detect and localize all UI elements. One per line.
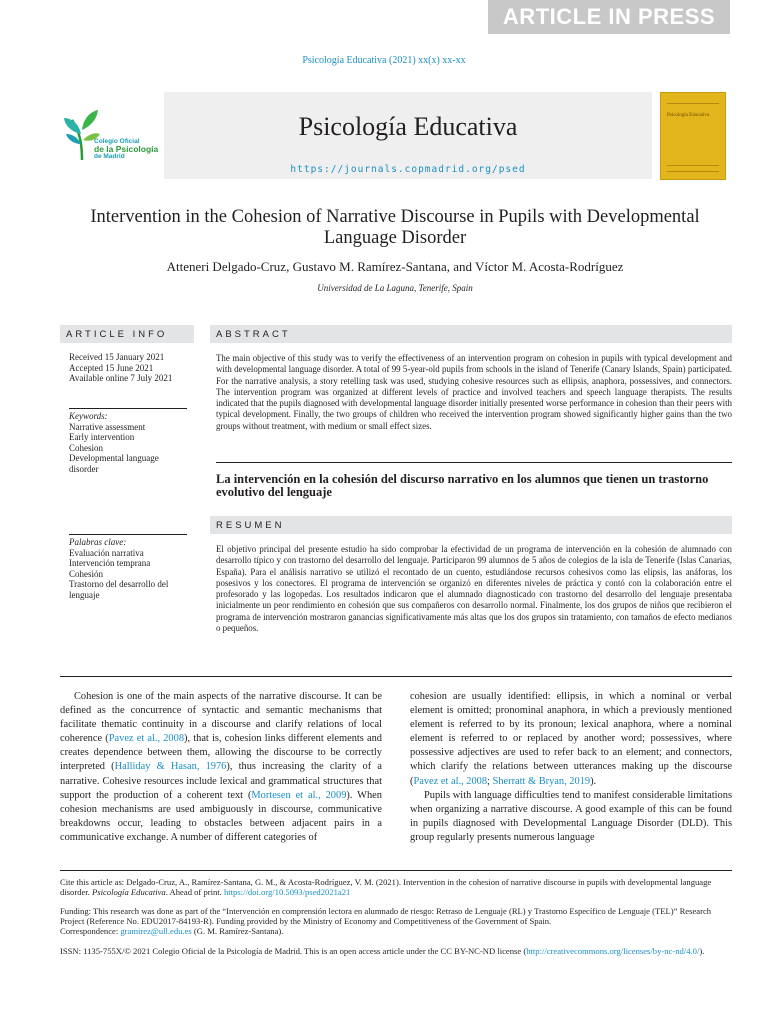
logo-line-1: Colegio Oficial: [94, 138, 140, 145]
article-in-press-banner: ARTICLE IN PRESS: [488, 0, 730, 34]
citation-link[interactable]: Pavez et al., 2008: [108, 733, 185, 745]
palabras-clave-label: Palabras clave:: [69, 537, 127, 547]
article-dates: [69, 352, 187, 384]
citation-link[interactable]: Pavez et al., 2008: [413, 775, 488, 787]
journal-cover-thumbnail: [660, 92, 726, 180]
palabras-clave-block: [69, 537, 187, 600]
palabra-clave: Trastorno del desarrollo del lenguaje: [69, 579, 169, 600]
article-info-heading: ARTICLE INFO: [60, 325, 194, 343]
resumen-heading: RESUMEN: [210, 516, 732, 534]
affiliation: Universidad de La Laguna, Tenerife, Spain: [317, 283, 473, 293]
abstract-heading: ABSTRACT: [210, 325, 732, 343]
journal-name: Psicología Educativa: [298, 112, 518, 141]
keywords-label: Keywords:: [69, 411, 108, 421]
funding-note: Funding: This research was done as part of the “Intervención en comprensión lectora en alumnado de riesgo: Retraso de Lenguaje (RL) y Trastorno Específico de Lenguaje (TEL)” Research Project (Reference No. EDU2017-84193-R). Funding provided by the Ministry of Economy and Competitiveness of the Government of Spain.: [60, 906, 712, 927]
accepted-date: Accepted 15 June 2021: [69, 362, 154, 373]
spanish-title: La intervención en la cohesión del discurso narrativo en los alumnos que tienen un trastorno evolutivo del lenguaje: [216, 472, 709, 499]
paper-title: Intervention in the Cohesion of Narrative Discourse in Pupils with Developmental Language Disorder: [90, 207, 700, 248]
license-link[interactable]: http://creativecommons.org/licenses/by-nc-nd/4.0/: [526, 946, 700, 956]
citation-link[interactable]: Halliday & Hasan, 1976: [114, 761, 227, 773]
doi-link[interactable]: https://doi.org/10.5093/psed2021a21: [223, 887, 351, 898]
keyword: Early intervention: [69, 432, 135, 442]
body-paragraph: Pupils with language difficulties tend to manifest considerable limitations when organizing a narrative discourse. A good example of this can be found in pupils diagnosed with Developmental Language Disorder (DLD). This group regularly presents numerous language: [410, 789, 732, 843]
logo-line-2: de la Psicología: [94, 143, 159, 154]
citation-link[interactable]: Sherratt & Bryan, 2019: [492, 775, 591, 787]
resumen-text: El objetivo principal del presente estudio ha sido comprobar la efectividad de un programa de intervención en la cohesión de alumnado con desarrollo típico y con trastorno del desarrollo del lenguaje. Participaron 99 alumnos de 5 años de colegios de la isla de Tenerife (Islas Canarias, España). Para el análisis narrativo se utilizó el recontado de un cuento, estudiándose recursos cohesivos como las elipsis, las anáforas, los posesivos y los conectores. El programa de intervención se organizó en diferentes niveles de práctica y contó con la colaboración entre el profesorado y las logopedas. Los resultados indicaron que el alumnado diagnosticado con trastorno del desarrollo del lenguaje presentaba inicialmente un peor rendimiento en cohesión que sus compañeros con desarrollo normal. Finalmente, los dos grupos de niños que recibieron el programa de intervención mostraron ganancias significativamente más altas que los dos grupos sin tratamiento, con tamaños de efecto medianos o pequeños.: [216, 544, 732, 634]
received-date: Received 15 January 2021: [69, 352, 165, 362]
keywords-block: [69, 411, 187, 474]
cite-this-article: Cite this article as: Delgado-Cruz, A., Ramírez-Santana, G. M., & Acosta-Rodríguez, V. M. (2021). Intervention in the cohesion of narrative discourse in pupils with developmental language disorder. Psicología Educativa. Ahead of print. https://doi.org/10.5093/psed2021a21: [60, 877, 712, 898]
correspondence-note: Correspondence: gramirez@ull.edu.es (G. M. Ramírez-Santana).: [60, 926, 284, 936]
journal-citation-line[interactable]: Psicología Educativa (2021) xx(x) xx-xx: [302, 55, 466, 66]
body-paragraph: cohesion are usually identified: ellipsis, in which a nominal or verbal element is omitted; pronominal anaphora, in which a previously mentioned element is referred to by its pronoun; lexical anaphora, where a nominal element is referred to or replaced by another word; possessives, where possessive adjectives are used to refer back to an element; and connectors, which clarify the relations between utterances making up the discourse (Pavez et al., 2008; Sherratt & Bryan, 2019).: [410, 691, 732, 787]
keyword: Narrative assessment: [69, 421, 146, 432]
journal-url[interactable]: https://journals.copmadrid.org/psed: [290, 164, 526, 175]
issn-license-note: ISSN: 1135-755X/© 2021 Colegio Oficial de la Psicología de Madrid. This is an open access article under the CC BY-NC-ND license (http://creativecommons.org/licenses/by-nc-nd/4.0/).: [60, 946, 705, 956]
palabra-clave: Cohesión: [69, 568, 104, 579]
cover-title: Psicología Educativa: [667, 113, 710, 118]
available-date: Available online 7 July 2021: [69, 373, 173, 383]
author-list: Atteneri Delgado-Cruz, Gustavo M. Ramírez-Santana, and Víctor M. Acosta-Rodríguez: [166, 259, 624, 274]
citation-link[interactable]: Mortesen et al., 2009: [251, 789, 347, 801]
abstract-text: The main objective of this study was to verify the effectiveness of an intervention program on cohesion in pupils with typical development and with developmental language disorder. A total of 99 5-year-old pupils from schools in the island of Tenerife (Canary Islands, Spain) participated. For the narrative analysis, a story retelling task was used, studying cohesive resources such as ellipsis, anaphora, possessives, and connectors. The intervention program was organized at different levels of practice and involved teachers and speech language therapists. The results indicated that the pupils diagnosed with developmental language disorder initially presented worse performance in cohesion than their peers with typical development. Finally, the two groups of children who received the intervention program showed significantly higher gains than the two groups without treatment, with medium or small effect sizes.: [216, 353, 732, 431]
body-column-left: [60, 690, 382, 845]
body-paragraph: Cohesion is one of the main aspects of the narrative discourse. It can be defined as the concurrence of syntactic and semantic mechanisms that facilitate thematic continuity in a discourse and clarify relations of local coherence (Pavez et al., 2008), that is, cohesion links different elements and creates dependence between them, allowing the discourse to be correctly interpreted (Halliday & Hasan, 1976), thus increasing the clarity of a narrative. Cohesive resources include lexical and grammatical structures that support the production of a coherent text (Mortesen et al., 2009). When cohesion mechanisms are used ambiguously in discourse, communicative breakdowns occur, leading to obstacles between adjacent pairs in a communicative exchange. A number of different categories of: [60, 691, 382, 843]
keyword: Cohesion: [69, 442, 104, 453]
palabra-clave: Intervención temprana: [69, 558, 151, 568]
palabra-clave: Evaluación narrativa: [69, 547, 144, 558]
body-column-right: [410, 690, 732, 845]
email-link[interactable]: gramirez@ull.edu.es: [120, 926, 192, 936]
keyword: Developmental language disorder: [69, 453, 159, 474]
journal-title-band: [164, 92, 652, 179]
copmadrid-logo: [60, 104, 160, 166]
journal-masthead: [60, 92, 730, 182]
logo-line-3: de Madrid: [94, 153, 125, 160]
